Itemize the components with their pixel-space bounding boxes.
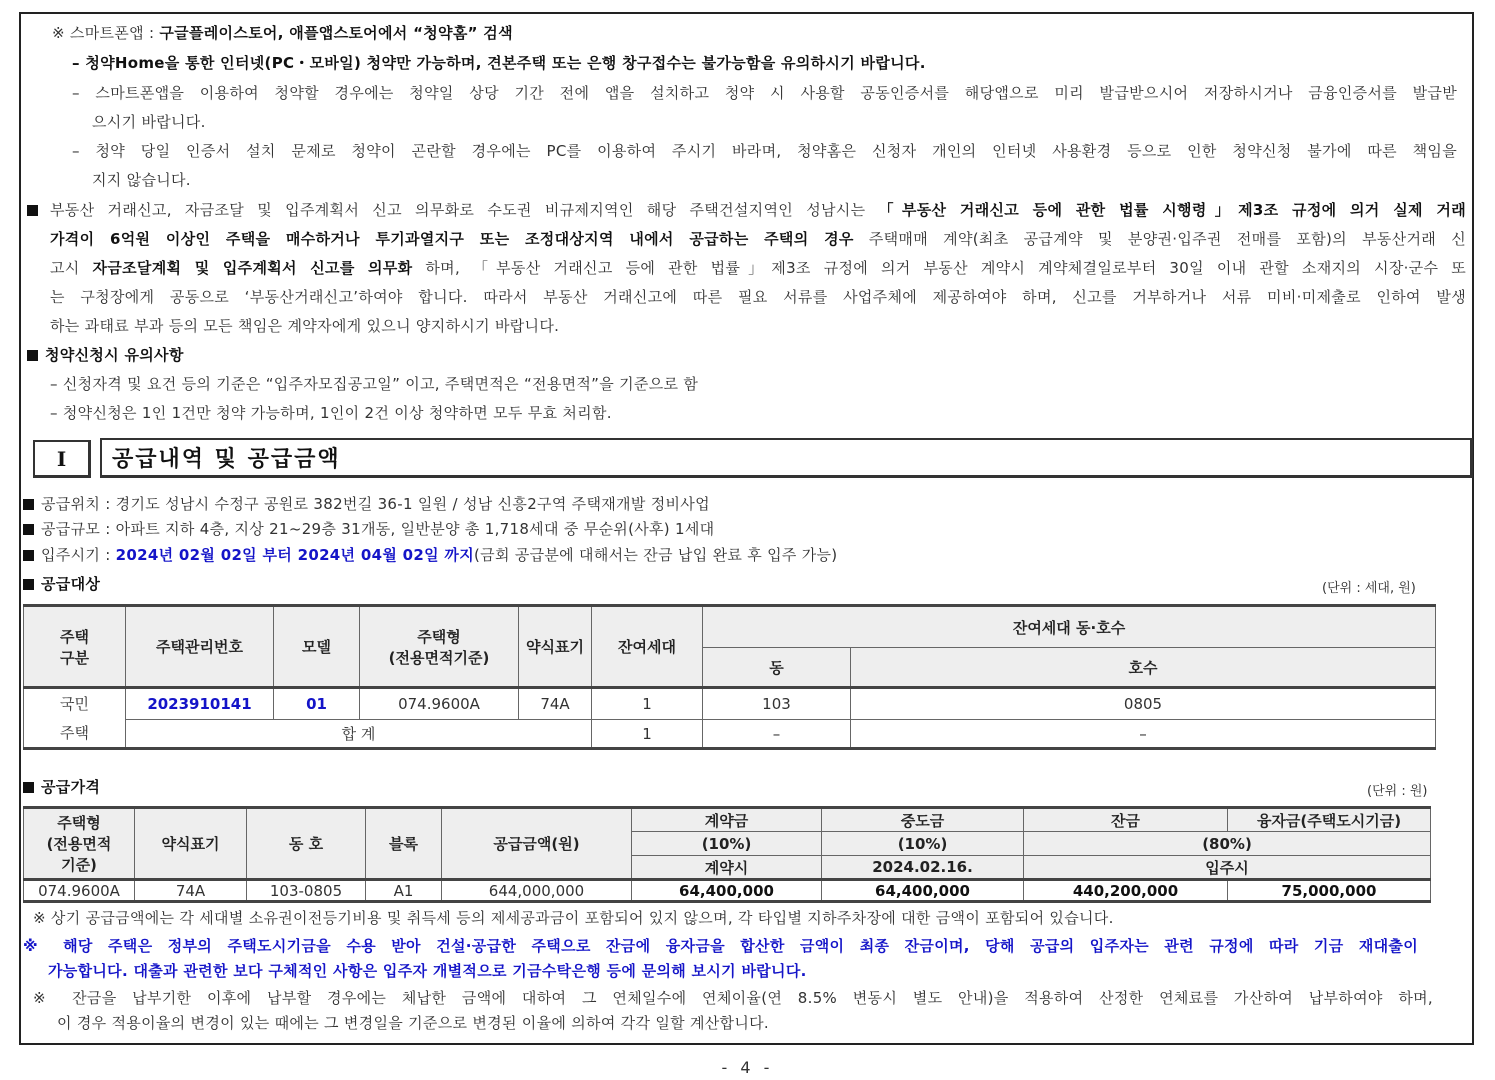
- header-house-type: 주택형 (전용면적 기준): [24, 808, 135, 880]
- smartphone-app-line: [52, 23, 513, 43]
- supply-location: 공급위치 : 경기도 성남시 수정구 공원로 382번길 36-1 일원 / 성남 신흥2구역 주택재개발 정비사업: [23, 494, 710, 514]
- cell-total-ho: –: [851, 720, 1436, 749]
- header-model: 모델: [274, 606, 360, 688]
- cell-ho: 0805: [851, 688, 1436, 720]
- page-number: - 4 -: [721, 1058, 774, 1077]
- footnote-late-line1: ※ 잔금을 납부기한 이후에 납부할 경우에는 체납한 금액에 대하여 그 연체일수에 연체이율(연 8.5% 변동시 별도 안내)을 적용하여 산정한 연체료를 가산하여 납부하여야 하며,: [33, 989, 1433, 1007]
- cell-house-category: 국민 주택: [24, 688, 126, 749]
- app-install-notice-line1: – 스마트폰앱을 이용하여 청약할 경우에는 청약일 상당 기간 전에 앱을 설치하고 청약 시 사용할 공동인증서를 해당앱으로 미리 발급받으시어 저장하시거나 금융인증서를 발급받: [72, 84, 1457, 102]
- footnote-late-line2: 이 경우 적용이율의 변경이 있는 때에는 그 변경일을 기준으로 변경된 이율에 의하여 각각 일할 계산합니다.: [57, 1014, 769, 1032]
- header-house-category: 주택 구분: [24, 606, 126, 688]
- cell-mgmt-no: 2023910141: [126, 688, 274, 720]
- footnote-loan-line1: ※ 해당 주택은 정부의 주택도시기금을 수용 받아 건설·공급한 주택으로 잔금에 융자금을 합산한 금액이 최종 잔금이며, 당해 공급의 입주자는 관련 규정에 따라 기금 재대출이: [23, 937, 1418, 955]
- supply-price-table: [23, 806, 1431, 903]
- bullet-square: [27, 200, 45, 220]
- caution-item-1: – 신청자격 및 요건 등의 기준은 “입주자모집공고일” 이고, 주택면적은 “전용면적”을 기준으로 함: [50, 375, 699, 393]
- header-dong: 동: [703, 648, 851, 688]
- price-unit: (단위 : 원): [1367, 784, 1428, 799]
- realestate-line3: 고시 자금조달계획 및 입주계획서 신고를 의무화 하며, 「부동산 거래신고 등에 관한 법률」제3조 규정에 의거 부동산 계약시 계약체결일로부터 30일 이내 관할 소재지의 시장·군수 또: [50, 259, 1467, 277]
- header-deposit-when: 계약시: [632, 856, 822, 880]
- cell-amount: 644,000,000: [442, 880, 632, 902]
- header-house-type: 주택형 (전용면적기준): [360, 606, 519, 688]
- header-deposit: 계약금: [632, 808, 822, 832]
- header-balance: 잔금: [1024, 808, 1228, 832]
- header-remaining-units: 잔여세대 동·호수: [703, 606, 1436, 648]
- table-total-row: [24, 720, 1436, 749]
- cell-house-type: 074.9600A: [24, 880, 135, 902]
- certificate-notice-line1: – 청약 당일 인증서 설치 문제로 청약이 곤란할 경우에는 PC를 이용하여 주시기 바라며, 청약홈은 신청자 개인의 인터넷 사용환경 등으로 인한 청약신청 불가에 따른 책임을: [72, 142, 1457, 160]
- realestate-line4: 는 구청장에게 공동으로 ‘부동산거래신고’하여야 합니다. 따라서 부동산 거래신고에 따른 필요 서류를 사업주체에 제공하여야 하며, 신고를 거부하거나 서류 미비·미제출로 인하여 발생: [50, 288, 1466, 306]
- target-title: 공급대상: [23, 574, 100, 594]
- cell-house-type: 074.9600A: [360, 688, 519, 720]
- header-amount: 공급금액(원): [442, 808, 632, 880]
- header-middle-pct: (10%): [822, 832, 1024, 856]
- header-middle-when: 2024.02.16.: [822, 856, 1024, 880]
- header-mgmt-no: 주택관리번호: [126, 606, 274, 688]
- smartphone-app-value: 구글플레이스토어, 애플앱스토어에서 “청약홈” 검색: [159, 24, 513, 42]
- target-unit: (단위 : 세대, 원): [1322, 581, 1416, 596]
- section-number: I: [33, 440, 91, 478]
- footnote-loan-line2: 가능합니다. 대출과 관련한 보다 구체적인 사항은 입주자 개별적으로 기금수탁은행 등에 문의해 보시기 바랍니다.: [48, 962, 807, 980]
- cell-total-dong: –: [703, 720, 851, 749]
- caution-title: 청약신청시 유의사항: [27, 345, 184, 365]
- cell-total-label: 합 계: [126, 720, 592, 749]
- header-short: 약식표기: [519, 606, 592, 688]
- app-install-notice-line2: 으시기 바랍니다.: [92, 113, 206, 131]
- price-title: 공급가격: [23, 777, 100, 797]
- realestate-line5: 하는 과태료 부과 등의 모든 책임은 계약자에게 있으니 양지하시기 바랍니다.: [50, 317, 560, 335]
- cell-balance: 440,200,000: [1024, 880, 1228, 902]
- certificate-notice-line2: 지지 않습니다.: [92, 171, 191, 189]
- home-only-notice: – 청약Home을 통한 인터넷(PC・모바일) 청약만 가능하며, 견본주택 또는 은행 창구접수는 불가능함을 유의하시기 바랍니다.: [72, 54, 926, 72]
- header-remaining: 잔여세대: [592, 606, 703, 688]
- cell-short: 74A: [519, 688, 592, 720]
- cell-deposit: 64,400,000: [632, 880, 822, 902]
- header-loan: 융자금(주택도시기금): [1228, 808, 1431, 832]
- cell-remaining: 1: [592, 688, 703, 720]
- cell-short: 74A: [135, 880, 247, 902]
- footnote-tax: ※ 상기 공급금액에는 각 세대별 소유권이전등기비용 및 취득세 등의 제세공과금이 포함되어 있지 않으며, 각 타입별 지하주차장에 대한 금액이 포함되어 있습니다.: [33, 909, 1114, 927]
- cell-dongho: 103-0805: [247, 880, 366, 902]
- header-balance-pct: (80%): [1024, 832, 1431, 856]
- supply-movein: 입주시기 : 2024년 02월 02일 부터 2024년 04월 02일 까지(금회 공급분에 대해서는 잔금 납입 완료 후 입주 가능): [23, 545, 837, 565]
- table-row: [24, 880, 1431, 902]
- header-balance-when: 입주시: [1024, 856, 1431, 880]
- realestate-line2: 가격이 6억원 이상인 주택을 매수하거나 투기과열지구 또는 조정대상지역 내에서 공급하는 주택의 경우 주택매매 계약(최초 공급계약 및 분양권·입주권 전매를 포함)의 부동산거래 신: [50, 230, 1466, 248]
- header-deposit-pct: (10%): [632, 832, 822, 856]
- cell-model: 01: [274, 688, 360, 720]
- header-block: 블록: [366, 808, 442, 880]
- section-title: 공급내역 및 공급금액: [100, 438, 1473, 478]
- table-row: [24, 688, 1436, 720]
- supply-target-table: [23, 604, 1436, 750]
- header-middle: 중도금: [822, 808, 1024, 832]
- cell-middle: 64,400,000: [822, 880, 1024, 902]
- header-short: 약식표기: [135, 808, 247, 880]
- smartphone-app-label: ※ 스마트폰앱 :: [52, 24, 160, 42]
- caution-item-2: – 청약신청은 1인 1건만 청약 가능하며, 1인이 2건 이상 청약하면 모두 무효 처리함.: [50, 404, 612, 422]
- supply-scale: 공급규모 : 아파트 지하 4층, 지상 21~29층 31개동, 일반분양 총 1,718세대 중 무순위(사후) 1세대: [23, 519, 714, 539]
- realestate-line1: 부동산 거래신고, 자금조달 및 입주계획서 신고 의무화로 수도권 비규제지역인 해당 주택건설지역인 성남시는 「부동산 거래신고 등에 관한 법률 시행령」제3조 규정에 의거 실제 거래: [50, 201, 1466, 219]
- header-dongho: 동 호: [247, 808, 366, 880]
- cell-block: A1: [366, 880, 442, 902]
- cell-dong: 103: [703, 688, 851, 720]
- cell-total-remaining: 1: [592, 720, 703, 749]
- cell-loan: 75,000,000: [1228, 880, 1431, 902]
- header-ho: 호수: [851, 648, 1436, 688]
